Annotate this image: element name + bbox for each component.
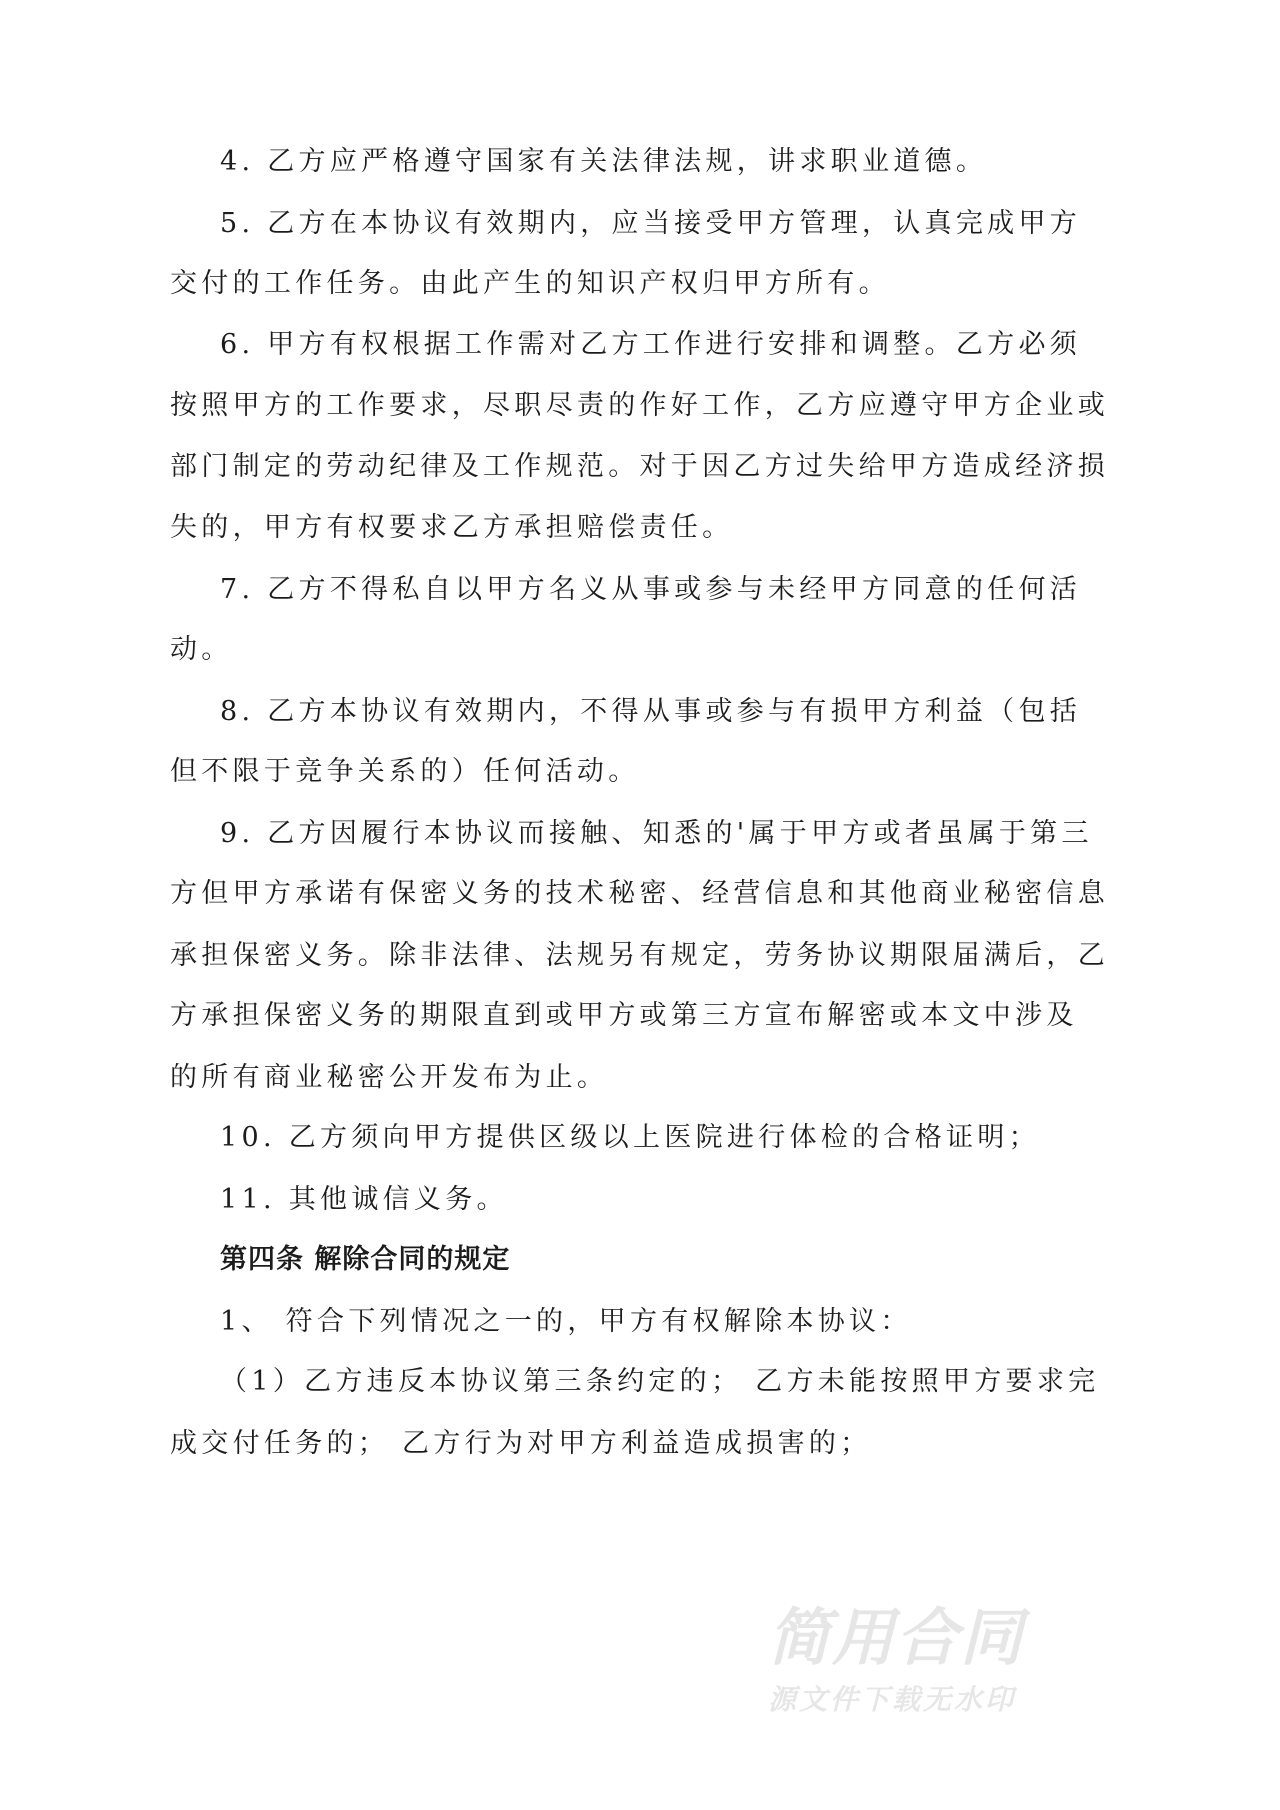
watermark — [768, 1602, 1048, 1720]
clause-8-line-2: 但不限于竞争关系的）任何活动。 — [170, 756, 640, 787]
clause-10-line-1: 10. 乙方须向甲方提供区级以上医院进行体检的合格证明； — [220, 1122, 1040, 1153]
clause-7-line-1: 7. 乙方不得私自以甲方名义从事或参与未经甲方同意的任何活 — [220, 574, 1082, 605]
clause-9-line-2: 方但甲方承诺有保密义务的技术秘密、经营信息和其他商业秘密信息 — [170, 878, 1109, 909]
termination-subitem-1-line-1: （1）乙方违反本协议第三条约定的； 乙方未能按照甲方要求完 — [220, 1366, 1100, 1397]
watermark-brand: 简用合同 — [768, 1601, 1025, 1674]
watermark-tagline: 源文件下载无水印 — [768, 1683, 1017, 1716]
clause-4-line-1: 4. 乙方应严格遵守国家有关法律法规，讲求职业道德。 — [220, 146, 988, 177]
termination-subitem-1-line-2: 成交付任务的； 乙方行为对甲方利益造成损害的； — [170, 1428, 872, 1459]
clause-9-line-4: 方承担保密义务的期限直到或甲方或第三方宣布解密或本文中涉及 — [170, 1000, 1078, 1031]
clause-9-line-1: 9. 乙方因履行本协议而接触、知悉的'属于甲方或者虽属于第三 — [220, 818, 1093, 849]
termination-item-1: 1、 符合下列情况之一的，甲方有权解除本协议： — [220, 1306, 912, 1337]
clause-11-line-1: 11. 其他诚信义务。 — [220, 1184, 508, 1215]
clause-8-line-1: 8. 乙方本协议有效期内，不得从事或参与有损甲方利益（包括 — [220, 696, 1082, 727]
clause-6-line-1: 6. 甲方有权根据工作需对乙方工作进行安排和调整。乙方必须 — [220, 329, 1082, 360]
clause-5-line-1: 5. 乙方在本协议有效期内，应当接受甲方管理，认真完成甲方 — [220, 208, 1082, 239]
clause-7-line-2: 动。 — [170, 634, 233, 665]
clause-6-line-3: 部门制定的劳动纪律及工作规范。对于因乙方过失给甲方造成经济损 — [170, 451, 1109, 482]
clause-9-line-5: 的所有商业秘密公开发布为止。 — [170, 1062, 609, 1093]
clause-6-line-2: 按照甲方的工作要求，尽职尽责的作好工作，乙方应遵守甲方企业或 — [170, 390, 1109, 421]
clause-5-line-2: 交付的工作任务。由此产生的知识产权归甲方所有。 — [170, 268, 890, 299]
clause-6-line-4: 失的，甲方有权要求乙方承担赔偿责任。 — [170, 512, 734, 543]
clause-9-line-3: 承担保密义务。除非法律、法规另有规定，劳务协议期限届满后，乙 — [170, 940, 1109, 971]
section-heading-article-4: 第四条 解除合同的规定 — [220, 1244, 511, 1275]
